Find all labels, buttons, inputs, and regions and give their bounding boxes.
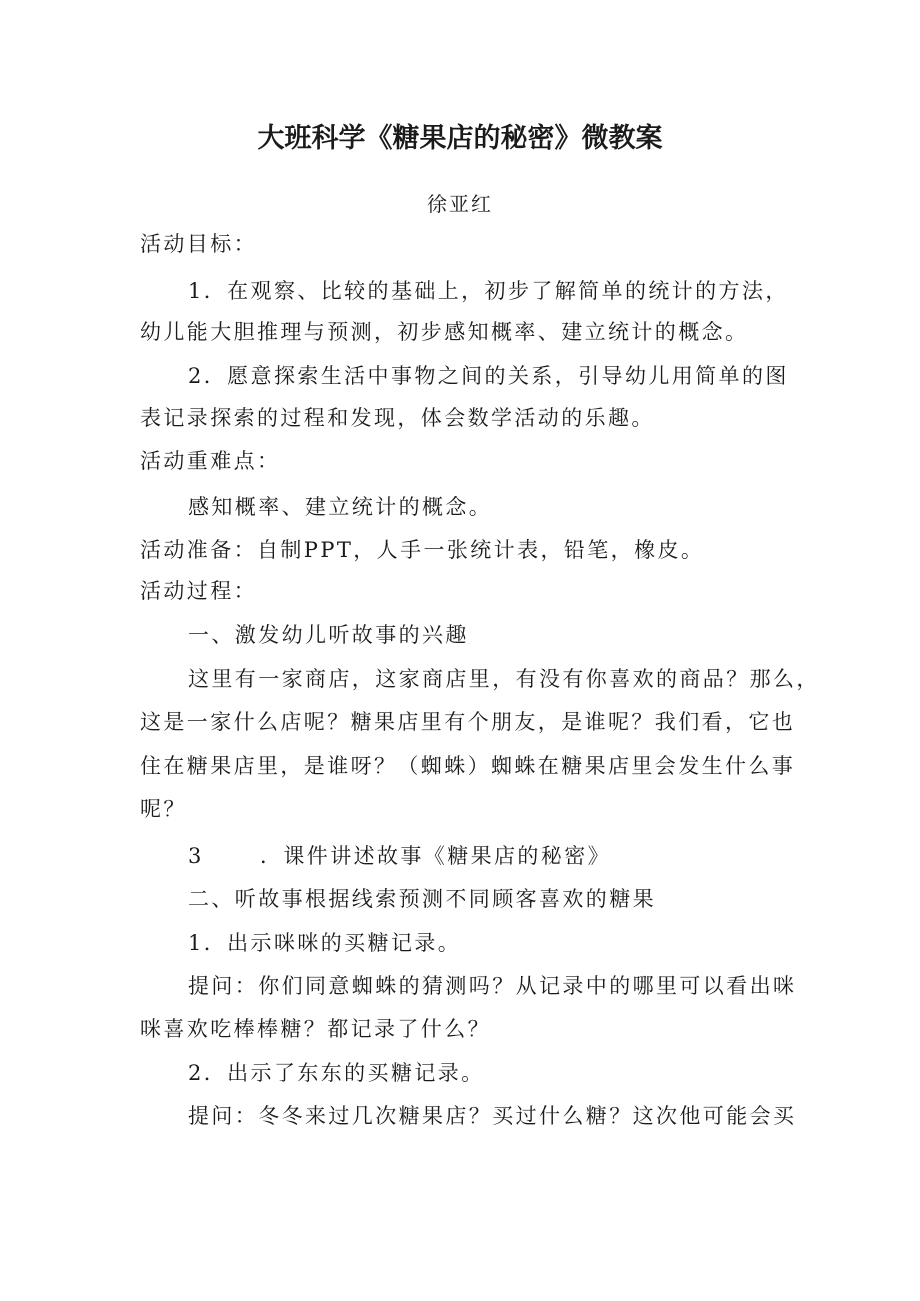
author-name: 徐亚红: [427, 192, 493, 216]
key-points-heading: 活动重难点：: [140, 449, 281, 473]
item-3-line: [188, 841, 838, 871]
paragraph-1-line-2: 这是一家什么店呢？糖果店里有个朋友，是谁呢？我们看，它也: [140, 710, 796, 734]
item-3-number: 3: [188, 844, 204, 868]
goals-heading: 活动目标：: [140, 232, 257, 256]
goal-2-line-1: 2．愿意探索生活中事物之间的关系，引导幼儿用简单的图: [188, 364, 789, 388]
section-2-item-1: 1．出示咪咪的买糖记录。: [188, 931, 462, 955]
paragraph-1-line-1: 这里有一家商店，这家商店里，有没有你喜欢的商品？那么，: [188, 667, 820, 691]
question-1-line-2: 咪喜欢吃棒棒糖？都记录了什么？: [140, 1017, 491, 1041]
paragraph-1-line-4: 呢？: [140, 797, 187, 821]
goal-1-line-2: 幼儿能大胆推理与预测，初步感知概率、建立统计的概念。: [140, 320, 749, 344]
question-2-line-1: 提问：冬冬来过几次糖果店？买过什么糖？这次他可能会买: [188, 1104, 797, 1128]
document-title: 大班科学《糖果店的秘密》微教案: [257, 123, 663, 154]
preparation-line: 活动准备：自制PPT，人手一张统计表，铅笔，橡皮。: [140, 538, 705, 562]
section-2-heading: 二、听故事根据线索预测不同顾客喜欢的糖果: [188, 887, 656, 911]
paragraph-1-line-3: 住在糖果店里，是谁呀？（蜘蛛）蜘蛛在糖果店里会发生什么事: [140, 754, 796, 778]
item-3-text: ．课件讲述故事《糖果店的秘密》: [260, 844, 611, 868]
question-1-line-1: 提问：你们同意蜘蛛的猜测吗？从记录中的哪里可以看出咪: [188, 974, 797, 998]
goal-2-line-2: 表记录探索的过程和发现，体会数学活动的乐趣。: [140, 406, 655, 430]
process-heading: 活动过程：: [140, 579, 257, 603]
section-2-item-2: 2．出示了东东的买糖记录。: [188, 1061, 485, 1085]
key-points-text: 感知概率、建立统计的概念。: [188, 495, 493, 519]
goal-1-line-1: 1．在观察、比较的基础上，初步了解简单的统计的方法，: [188, 279, 789, 303]
section-1-heading: 一、激发幼儿听故事的兴趣: [188, 623, 469, 647]
